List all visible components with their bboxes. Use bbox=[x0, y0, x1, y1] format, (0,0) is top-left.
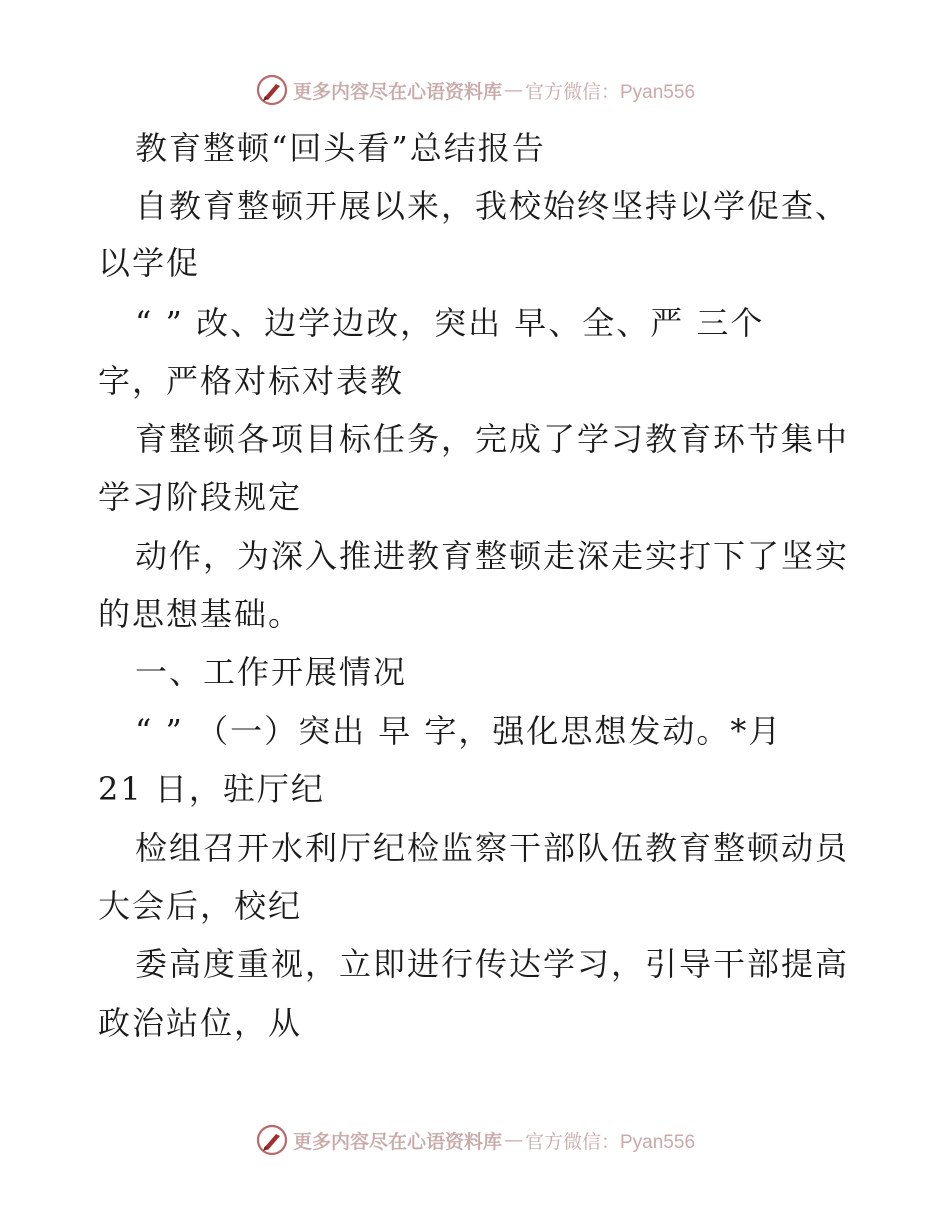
section-heading: 一、工作开展情况 bbox=[135, 653, 408, 691]
document-title: 教育整顿“回头看”总结报告 bbox=[135, 129, 546, 167]
watermark-contact-text: 官方微信：Pyan556 bbox=[525, 1131, 696, 1153]
text-line: 以学促 bbox=[98, 244, 201, 282]
text-line: 政治站位，从 bbox=[98, 1004, 303, 1042]
watermark-dash: — bbox=[504, 79, 523, 101]
text-line: 学习阶段规定 bbox=[98, 478, 303, 516]
watermark-site-text: 更多内容尽在心语资料库 bbox=[292, 1130, 502, 1153]
text-line: 育整顿各项目标任务，完成了学习教育环节集中 bbox=[135, 420, 850, 458]
text-line: 自教育整顿开展以来，我校始终坚持以学促查、 bbox=[135, 187, 850, 225]
text-line: “ ” （一）突出 早 字，强化思想发动。*月 bbox=[135, 712, 783, 750]
text-line: 的思想基础。 bbox=[98, 595, 303, 633]
text-line: 大会后，校纪 bbox=[98, 887, 303, 925]
pen-logo-icon bbox=[255, 1123, 289, 1157]
header-watermark bbox=[0, 70, 950, 110]
pen-logo-icon bbox=[255, 73, 289, 107]
watermark-dash: — bbox=[504, 1129, 523, 1151]
watermark-site-text: 更多内容尽在心语资料库 bbox=[292, 80, 502, 103]
text-line: 委高度重视，立即进行传达学习，引导干部提高 bbox=[135, 945, 850, 983]
footer-watermark bbox=[0, 1120, 950, 1160]
text-line: 检组召开水利厅纪检监察干部队伍教育整顿动员 bbox=[135, 829, 850, 867]
text-line: 动作，为深入推进教育整顿走深走实打下了坚实 bbox=[135, 537, 850, 575]
watermark-contact-text: 官方微信：Pyan556 bbox=[525, 81, 696, 103]
text-line: “ ” 改、边学边改，突出 早、全、严 三个 bbox=[135, 304, 765, 342]
text-line: 字，严格对标对表教 bbox=[98, 362, 405, 400]
text-line: 21 日，驻厅纪 bbox=[98, 770, 325, 808]
